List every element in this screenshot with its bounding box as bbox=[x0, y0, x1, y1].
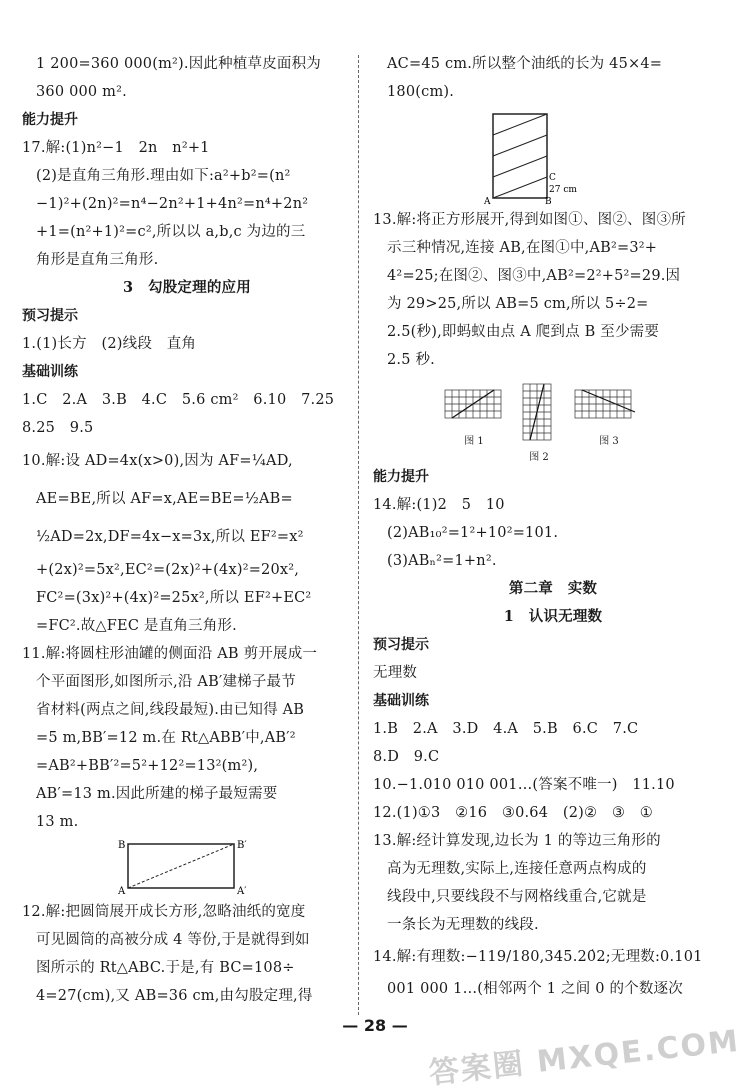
label-b-prime: B′ bbox=[237, 840, 247, 851]
grid-figure-2 bbox=[519, 382, 559, 444]
heading-ability: 能力提升 bbox=[373, 469, 429, 485]
label-b: B bbox=[118, 840, 126, 851]
figure-caption: 图 2 bbox=[529, 452, 549, 463]
text-line: 图所示的 Rt△ABC.于是,有 BC=108÷ bbox=[36, 960, 295, 976]
text-line: 一条长为无理数的线段. bbox=[387, 917, 539, 933]
text-line: 17.解:(1)n²−1 2n n²+1 bbox=[22, 140, 210, 156]
grid-figure-1 bbox=[443, 382, 505, 428]
text-line: 角形是直角三角形. bbox=[36, 252, 159, 268]
column-divider bbox=[358, 55, 359, 1015]
text-line: 10.解:设 AD=4x(x>0),因为 AF=¼AD, bbox=[22, 453, 293, 469]
text-line: AC=45 cm.所以整个油纸的长为 45×4= bbox=[387, 56, 663, 72]
text-line: =FC².故△FEC 是直角三角形. bbox=[36, 618, 237, 634]
left-column bbox=[22, 50, 352, 1010]
heading-ability: 能力提升 bbox=[22, 112, 78, 128]
text-line: 1.C 2.A 3.B 4.C 5.6 cm² 6.10 7.25 bbox=[22, 392, 335, 408]
label-a-prime: A′ bbox=[237, 886, 247, 897]
text-line: 11.解:将圆柱形油罐的侧面沿 AB 剪开展成一 bbox=[22, 646, 318, 662]
text-line: 无理数 bbox=[373, 665, 418, 681]
label-length: 27 cm bbox=[549, 185, 577, 195]
text-line: (2)AB₁₀²=1²+10²=101. bbox=[387, 525, 559, 541]
text-line: 可见圆筒的高被分成 4 等份,于是就得到如 bbox=[36, 932, 310, 948]
section-title: 3 勾股定理的应用 bbox=[123, 279, 251, 296]
text-line: ½AD=2x,DF=4x−x=3x,所以 EF²=x² bbox=[36, 529, 304, 545]
text-line: 13.解:将正方形展开,得到如图①、图②、图③所 bbox=[373, 212, 686, 228]
figure-3 bbox=[573, 382, 645, 463]
text-line: 1.B 2.A 3.D 4.A 5.B 6.C 7.C bbox=[373, 721, 639, 737]
text-line: 省材料(两点之间,线段最短).由已知得 AB bbox=[36, 702, 305, 718]
text-line: 2.5(秒),即蚂蚁由点 A 爬到点 B 至少需要 bbox=[387, 324, 660, 340]
figure-rectangle-ladder bbox=[22, 836, 352, 898]
section-title: 1 认识无理数 bbox=[503, 608, 603, 625]
text-line: 4=27(cm),又 AB=36 cm,由勾股定理,得 bbox=[36, 988, 313, 1004]
text-line: =AB²+BB′²=5²+12²=13²(m²), bbox=[36, 758, 259, 774]
right-column bbox=[373, 50, 733, 1003]
text-line: 10.−1.010 010 001…(答案不唯一) 11.10 bbox=[373, 777, 675, 793]
text-line: 13.解:经计算发现,边长为 1 的等边三角形的 bbox=[373, 833, 661, 849]
label-a: A bbox=[118, 886, 126, 897]
figure-caption: 图 3 bbox=[599, 436, 619, 447]
watermark: 答案圈 MXQE.COM bbox=[427, 1023, 742, 1092]
text-line: 12.(1)①3 ②16 ③0.64 (2)② ③ ① bbox=[373, 805, 653, 821]
stripe-line bbox=[493, 156, 547, 177]
chapter-title: 第二章 实数 bbox=[508, 580, 598, 597]
label-c: C bbox=[549, 173, 556, 183]
heading-preview: 预习提示 bbox=[373, 637, 429, 653]
heading-basic: 基础训练 bbox=[22, 364, 78, 380]
page-number: — 28 — bbox=[342, 1016, 408, 1035]
text-line: +(2x)²=5x²,EC²=(2x)²+(4x)²=20x², bbox=[36, 562, 300, 578]
text-line: AE=BE,所以 AF=x,AE=BE=½AB= bbox=[36, 491, 293, 507]
text-line: 2.5 秒. bbox=[387, 352, 435, 368]
figure-2 bbox=[519, 382, 559, 463]
grid-figure-3 bbox=[573, 382, 645, 428]
text-line: =5 m,BB′=12 m.在 Rt△ABB′中,AB′² bbox=[36, 730, 296, 746]
label-a: A bbox=[484, 197, 491, 206]
text-line: 8.D 9.C bbox=[373, 749, 440, 765]
stripe-line bbox=[493, 135, 547, 156]
text-line: 线段中,只要线段不与网格线重合,它就是 bbox=[387, 889, 647, 905]
text-line: 个平面图形,如图所示,沿 AB′建梯子最节 bbox=[36, 674, 296, 690]
text-line: 4²=25;在图②、图③中,AB²=2²+5²=29.因 bbox=[387, 268, 681, 284]
text-line: 14.解:有理数:−119/180,345.20̇2;无理数:0.101 bbox=[373, 949, 703, 965]
stripe-line bbox=[493, 177, 547, 198]
label-b: B bbox=[545, 197, 552, 206]
text-line: AB′=13 m.因此所建的梯子最短需要 bbox=[36, 786, 278, 802]
text-line: 12.解:把圆筒展开成长方形,忽略油纸的宽度 bbox=[22, 904, 306, 920]
figure-oil-paper-cylinder bbox=[373, 106, 733, 206]
text-line: 1 200=360 000(m²).因此种植草皮面积为 bbox=[36, 56, 322, 72]
heading-preview: 预习提示 bbox=[22, 308, 78, 324]
path-line bbox=[582, 390, 635, 412]
text-line: (2)是直角三角形.理由如下:a²+b²=(n² bbox=[36, 168, 291, 184]
heading-basic: 基础训练 bbox=[373, 693, 429, 709]
text-line: 360 000 m². bbox=[36, 84, 127, 100]
cylinder-rect bbox=[493, 114, 547, 198]
text-line: +1=(n²+1)²=c²,所以以 a,b,c 为边的三 bbox=[36, 224, 306, 240]
text-line: 8.25 9.5 bbox=[22, 420, 94, 436]
figure-row-ant-paths bbox=[373, 382, 733, 463]
stripe-line bbox=[493, 114, 547, 135]
text-line: −1)²+(2n)²=n⁴−2n²+1+4n²=n⁴+2n² bbox=[36, 196, 309, 212]
text-line: (3)ABₙ²=1+n². bbox=[387, 553, 497, 569]
text-line: 180(cm). bbox=[387, 84, 455, 100]
text-line: FC²=(3x)²+(4x)²=25x²,所以 EF²+EC² bbox=[36, 590, 312, 606]
figure-1 bbox=[443, 382, 505, 463]
text-line: 为 29>25,所以 AB=5 cm,所以 5÷2= bbox=[387, 296, 649, 312]
text-line: 001 000 1…(相邻两个 1 之间 0 的个数逐次 bbox=[387, 981, 683, 997]
figure-caption: 图 1 bbox=[464, 436, 484, 447]
text-line: 高为无理数,实际上,连接任意两点构成的 bbox=[387, 861, 647, 877]
text-line: 13 m. bbox=[36, 814, 79, 830]
text-line: 1.(1)长方 (2)线段 直角 bbox=[22, 336, 197, 352]
text-line: 示三种情况,连接 AB,在图①中,AB²=3²+ bbox=[387, 240, 658, 256]
diagonal-line bbox=[128, 844, 234, 888]
text-line: 14.解:(1)2 5 10 bbox=[373, 497, 505, 513]
